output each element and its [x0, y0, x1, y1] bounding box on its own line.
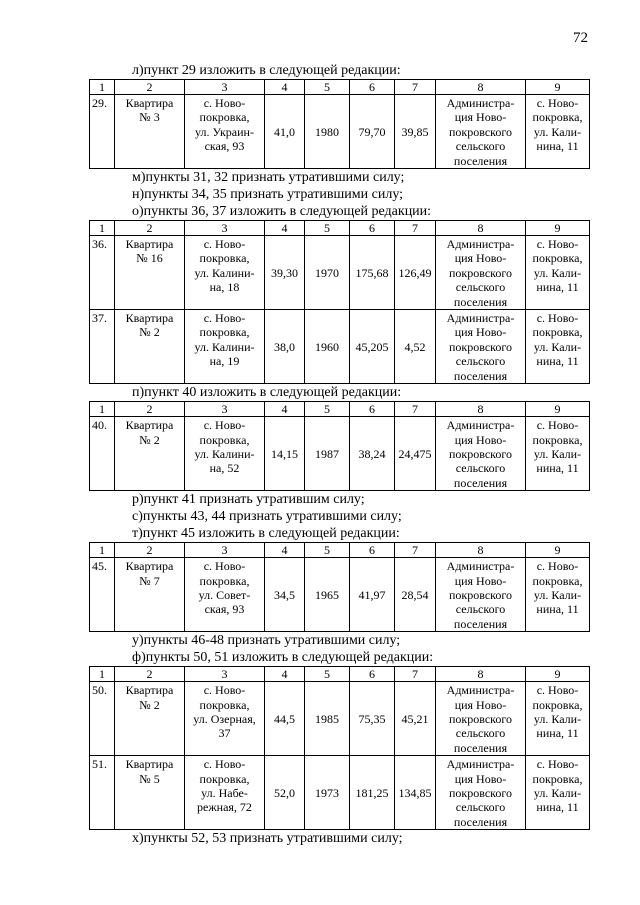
table-cell: 51. [90, 756, 115, 830]
column-number: 6 [350, 80, 395, 95]
table-cell: 14,15 [265, 417, 305, 491]
table-cell: с. Ново- покровка, ул. Калини- на, 18 [185, 236, 265, 310]
column-number: 3 [185, 543, 265, 558]
table-cell: 36. [90, 236, 115, 310]
column-number: 3 [185, 80, 265, 95]
table-cell: 75,35 [350, 682, 395, 756]
instruction-line: с)пункты 43, 44 признать утратившими силу; [132, 509, 402, 525]
property-table [89, 220, 590, 384]
table-cell: с. Ново- покровка, ул. Кали- нина, 11 [526, 310, 590, 384]
table-cell: 4,52 [395, 310, 436, 384]
column-number: 7 [395, 221, 436, 236]
column-number: 9 [526, 221, 590, 236]
table-row [90, 682, 590, 756]
column-number: 1 [90, 543, 115, 558]
table-cell: с. Ново- покровка, ул. Набе- режная, 72 [185, 756, 265, 830]
table-cell: с. Ново- покровка, ул. Озерная, 37 [185, 682, 265, 756]
table-cell: с. Ново- покровка, ул. Кали- нина, 11 [526, 417, 590, 491]
column-number: 4 [265, 667, 305, 682]
column-number: 7 [395, 80, 436, 95]
column-number: 8 [436, 80, 526, 95]
table-row [90, 236, 590, 310]
instruction-line: р)пункт 41 признать утратившим силу; [132, 492, 365, 508]
column-number: 9 [526, 402, 590, 417]
table-cell: 41,97 [350, 558, 395, 632]
table-cell: с. Ново- покровка, ул. Кали- нина, 11 [526, 95, 590, 169]
table-cell: 24,475 [395, 417, 436, 491]
table-cell: 38,0 [265, 310, 305, 384]
table-cell: 29. [90, 95, 115, 169]
column-number: 4 [265, 80, 305, 95]
column-number: 1 [90, 402, 115, 417]
table-cell: 40. [90, 417, 115, 491]
table-cell: 1980 [305, 95, 350, 169]
column-number: 3 [185, 402, 265, 417]
table-cell: с. Ново- покровка, ул. Калини- на, 19 [185, 310, 265, 384]
property-table [89, 79, 590, 169]
column-number: 6 [350, 543, 395, 558]
table-cell: 37. [90, 310, 115, 384]
instruction-line: о)пункты 36, 37 изложить в следующей редакции: [132, 204, 432, 220]
column-number: 4 [265, 402, 305, 417]
table-cell: 175,68 [350, 236, 395, 310]
column-number: 2 [115, 221, 185, 236]
table-cell: 50. [90, 682, 115, 756]
column-number: 8 [436, 402, 526, 417]
column-number: 9 [526, 80, 590, 95]
table-cell: Квартира № 16 [115, 236, 185, 310]
instruction-line: л)пункт 29 изложить в следующей редакции: [132, 63, 401, 78]
table-cell: Администра- ция Ново- покровского сельского поселения [436, 236, 526, 310]
table-cell: 1973 [305, 756, 350, 830]
column-number: 2 [115, 667, 185, 682]
table-cell: с. Ново- покровка, ул. Совет- ская, 93 [185, 558, 265, 632]
table-cell: с. Ново- покровка, ул. Кали- нина, 11 [526, 756, 590, 830]
table-cell: Квартира № 5 [115, 756, 185, 830]
column-number: 1 [90, 667, 115, 682]
column-number: 7 [395, 402, 436, 417]
column-number: 5 [305, 80, 350, 95]
column-number: 3 [185, 221, 265, 236]
instruction-line: т)пункт 45 изложить в следующей редакции: [132, 526, 400, 542]
table-cell: Администра- ция Ново- покровского сельского поселения [436, 417, 526, 491]
column-number: 4 [265, 221, 305, 236]
table-row [90, 417, 590, 491]
property-table [89, 666, 590, 830]
table-cell: 34,5 [265, 558, 305, 632]
table-cell: 1965 [305, 558, 350, 632]
property-table [89, 542, 590, 632]
instruction-line: у)пункты 46-48 признать утратившими силу; [132, 633, 401, 649]
table-cell: 52,0 [265, 756, 305, 830]
table-cell: 41,0 [265, 95, 305, 169]
table-cell: 1987 [305, 417, 350, 491]
column-number: 5 [305, 402, 350, 417]
table-cell: Администра- ция Ново- покровского сельского поселения [436, 682, 526, 756]
column-number: 6 [350, 402, 395, 417]
table-cell: 38,24 [350, 417, 395, 491]
property-table [89, 401, 590, 491]
table-cell: с. Ново- покровка, ул. Украин- ская, 93 [185, 95, 265, 169]
table-cell: 1960 [305, 310, 350, 384]
column-number: 2 [115, 402, 185, 417]
table-cell: 79,70 [350, 95, 395, 169]
table-cell: 44,5 [265, 682, 305, 756]
instruction-line: п)пункт 40 изложить в следующей редакции: [132, 385, 402, 401]
column-number: 8 [436, 667, 526, 682]
instruction-line: н)пункты 34, 35 признать утратившими силу; [132, 187, 404, 203]
table-cell: 134,85 [395, 756, 436, 830]
column-number: 8 [436, 221, 526, 236]
table-cell: Квартира № 3 [115, 95, 185, 169]
column-number: 2 [115, 543, 185, 558]
column-number: 5 [305, 543, 350, 558]
column-number: 7 [395, 667, 436, 682]
table-cell: с. Ново- покровка, ул. Кали- нина, 11 [526, 236, 590, 310]
table-cell: Администра- ция Ново- покровского сельского поселения [436, 95, 526, 169]
column-number: 6 [350, 667, 395, 682]
table-header-row [90, 80, 590, 95]
table-cell: 28,54 [395, 558, 436, 632]
table-cell: Квартира № 7 [115, 558, 185, 632]
table-cell: Квартира № 2 [115, 417, 185, 491]
document-body [89, 62, 589, 847]
table-cell: 45,21 [395, 682, 436, 756]
table-row [90, 95, 590, 169]
table-cell: с. Ново- покровка, ул. Калини- на, 52 [185, 417, 265, 491]
column-number: 1 [90, 221, 115, 236]
column-number: 2 [115, 80, 185, 95]
column-number: 8 [436, 543, 526, 558]
table-cell: с. Ново- покровка, ул. Кали- нина, 11 [526, 682, 590, 756]
column-number: 7 [395, 543, 436, 558]
table-cell: Администра- ция Ново- покровского сельского поселения [436, 756, 526, 830]
table-header-row [90, 667, 590, 682]
table-header-row [90, 543, 590, 558]
table-cell: Администра- ция Ново- покровского сельского поселения [436, 310, 526, 384]
column-number: 1 [90, 80, 115, 95]
table-cell: 1970 [305, 236, 350, 310]
instruction-line: ф)пункты 50, 51 изложить в следующей редакции: [132, 650, 434, 666]
page-number: 72 [573, 30, 588, 46]
table-cell: Администра- ция Ново- покровского сельского поселения [436, 558, 526, 632]
column-number: 9 [526, 543, 590, 558]
table-cell: с. Ново- покровка, ул. Кали- нина, 11 [526, 558, 590, 632]
column-number: 3 [185, 667, 265, 682]
table-row [90, 558, 590, 632]
column-number: 5 [305, 221, 350, 236]
table-cell: Квартира № 2 [115, 682, 185, 756]
table-row [90, 756, 590, 830]
column-number: 9 [526, 667, 590, 682]
table-cell: 181,25 [350, 756, 395, 830]
table-cell: 39,30 [265, 236, 305, 310]
column-number: 4 [265, 543, 305, 558]
table-cell: 39,85 [395, 95, 436, 169]
table-header-row [90, 221, 590, 236]
table-header-row [90, 402, 590, 417]
instruction-line: х)пункты 52, 53 признать утратившими силу; [132, 831, 403, 847]
table-cell: 45. [90, 558, 115, 632]
instruction-line: м)пункты 31, 32 признать утратившими силу; [132, 170, 405, 186]
table-cell: 1985 [305, 682, 350, 756]
column-number: 5 [305, 667, 350, 682]
column-number: 6 [350, 221, 395, 236]
table-cell: Квартира № 2 [115, 310, 185, 384]
table-cell: 45,205 [350, 310, 395, 384]
table-cell: 126,49 [395, 236, 436, 310]
table-row [90, 310, 590, 384]
